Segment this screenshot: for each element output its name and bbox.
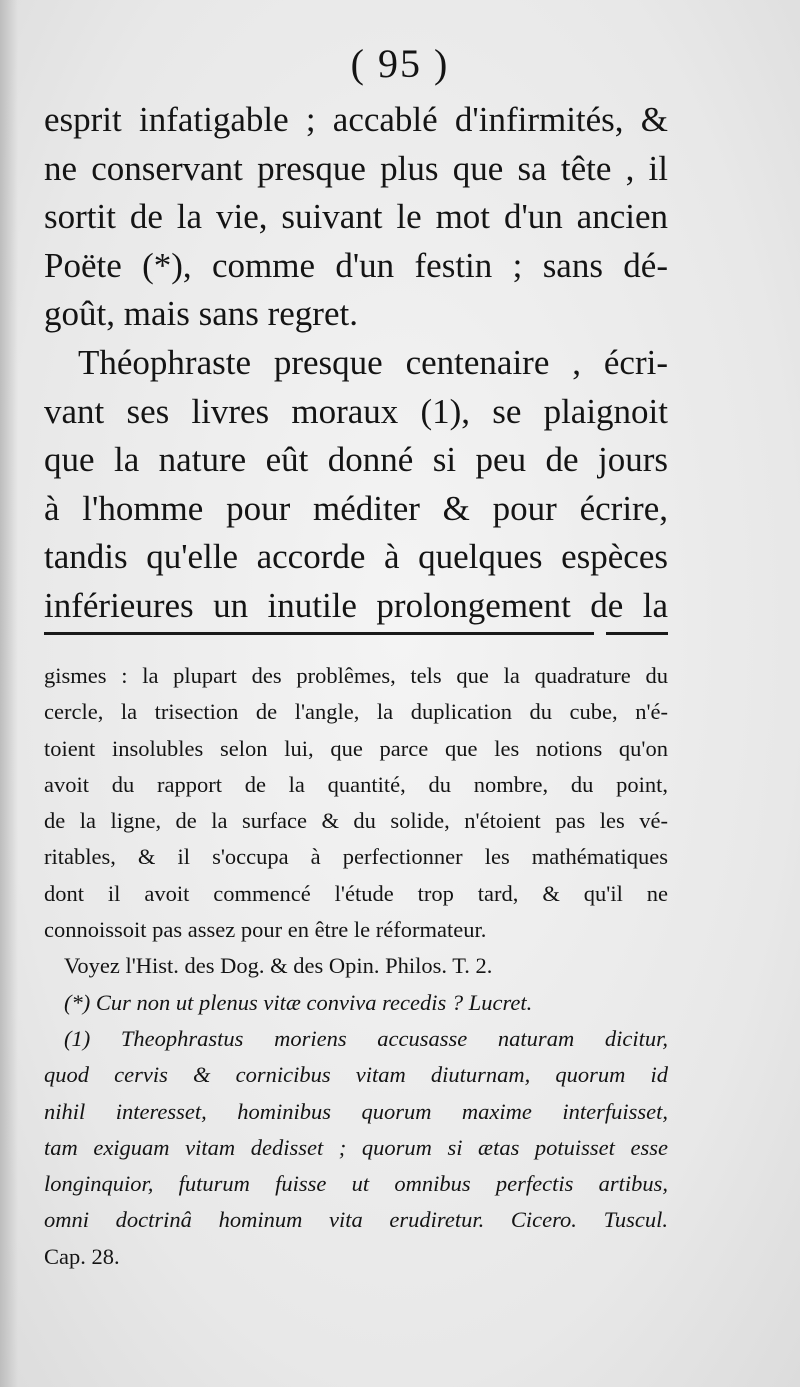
footnotes [44, 658, 668, 1275]
footnote-one-line: omni doctrinâ hominum vita erudiretur. Cicero. Tuscul. [44, 1207, 668, 1233]
footnote-line: gismes : la plupart des problêmes, tels que la quadrature du [44, 663, 668, 688]
footnote-one-line: tam exiguam vitam dedisset ; quorum si ætas potuisset esse [44, 1134, 668, 1160]
main-text-line: esprit infatigable ; accablé d'infirmités, & [44, 100, 668, 139]
footnote-line: ritables, & il s'occupa à perfectionner les mathématiques [44, 844, 668, 870]
main-text-line: Théophraste presque centenaire , écri- [78, 342, 668, 382]
footnote-one-line: longinquior, futurum fuisse ut omnibus perfectis artibus, [44, 1171, 668, 1197]
footnote-one-line: nihil interesset, hominibus quorum maxime interfuisset, [44, 1098, 668, 1124]
footnote-line: avoit du rapport de la quantité, du nombre, du point, [44, 771, 668, 797]
footnote-line: toient insolubles selon lui, que parce que les notions qu'on [44, 735, 668, 761]
main-text-line: vant ses livres moraux (1), se plaignoit [44, 391, 668, 431]
main-text-line: que la nature eût donné si peu de jours [44, 440, 668, 480]
footnote-line: connoissoit pas assez pour en être le réformateur. [44, 917, 487, 943]
main-text-line: inférieures un inutile prolongement de la [44, 585, 668, 625]
main-text-line: goût, mais sans regret. [44, 294, 358, 334]
main-text [44, 96, 668, 631]
page-number: ( 95 ) [350, 41, 450, 86]
main-text-line: sortit de la vie, suivant le mot d'un ancien [44, 197, 668, 237]
footnote-one-line: Cap. 28. [44, 1243, 120, 1269]
footnote-separator-short [606, 632, 668, 635]
binding-shadow [0, 0, 18, 1387]
footnote-line: cercle, la trisection de l'angle, la duplication du cube, n'é- [44, 699, 668, 725]
footnote-reference: Voyez l'Hist. des Dog. & des Opin. Philos. T. 2. [64, 953, 493, 979]
main-text-line: à l'homme pour méditer & pour écrire, [44, 488, 668, 528]
footnote-line: de la ligne, de la surface & du solide, n'étoient pas les vé- [44, 808, 668, 834]
main-text-line: Poëte (*), comme d'un festin ; sans dé- [44, 245, 668, 285]
footnote-one-line: (1) Theophrastus moriens accusasse naturam dicitur, [64, 1025, 668, 1051]
footnote-line: dont il avoit commencé l'étude trop tard, & qu'il ne [44, 880, 668, 906]
main-text-line: tandis qu'elle accorde à quelques espèces [44, 537, 668, 577]
footnote-star: (*) Cur non ut plenus vitæ conviva recedis ? Lucret. [64, 989, 533, 1015]
footnote-separator [44, 632, 594, 635]
main-text-line: ne conservant presque plus que sa tête , il [44, 148, 668, 188]
footnote-one-line: quod cervis & cornicibus vitam diuturnam, quorum id [44, 1062, 668, 1088]
